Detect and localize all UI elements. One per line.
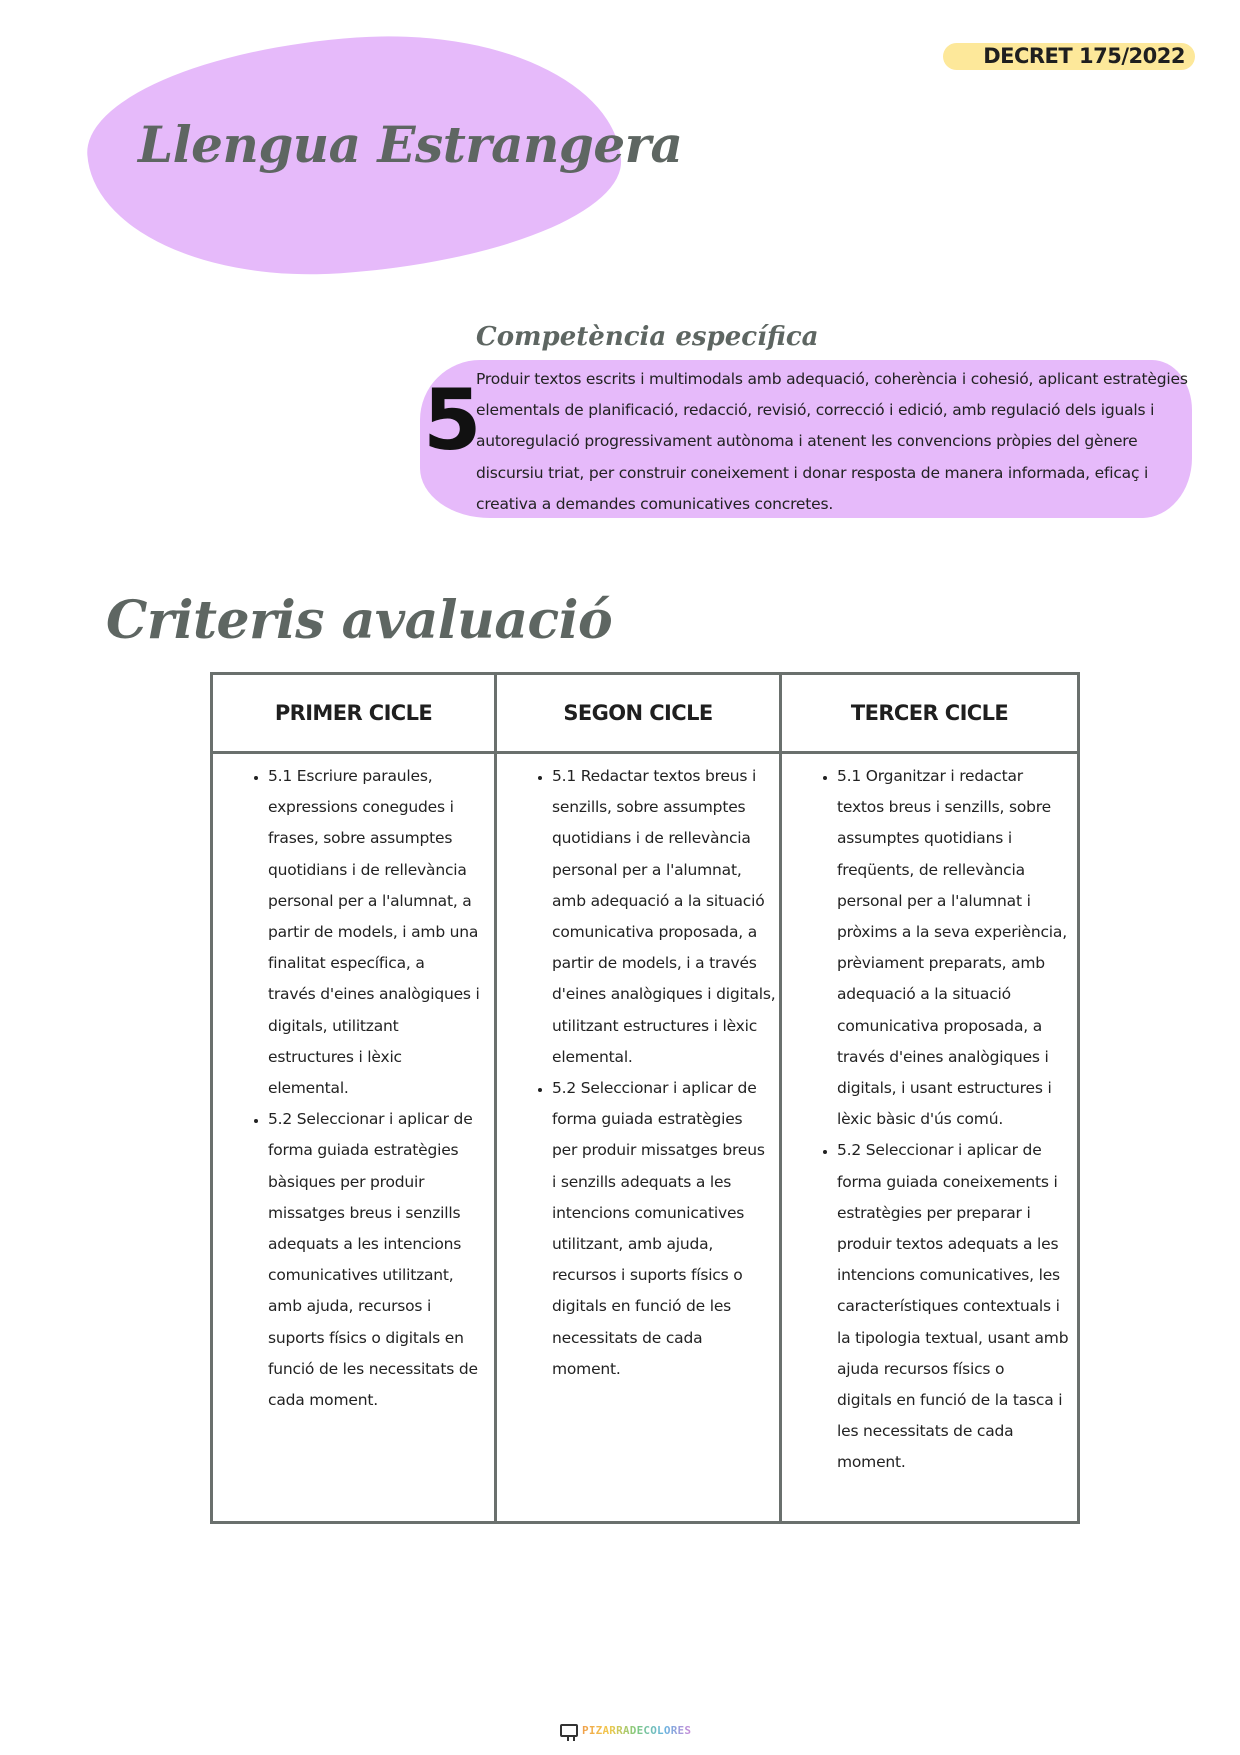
criterion-line: estratègies per preparar i bbox=[837, 1203, 1031, 1222]
criterion-line: amb ajuda, recursos i bbox=[268, 1297, 432, 1316]
criterion-line: adequats a les intencions bbox=[268, 1235, 462, 1254]
criterion-line: • 5.2 Seleccionar i aplicar de bbox=[837, 1141, 1042, 1160]
criterion-item bbox=[837, 761, 1077, 1135]
criterion-line: missatges breus i senzills bbox=[268, 1203, 461, 1222]
criterion-line: • 5.1 Organitzar i redactar bbox=[837, 767, 1023, 785]
column-body-primer bbox=[213, 761, 494, 1416]
criteria-list bbox=[497, 761, 779, 1385]
criterion-line: suports físics o digitals en bbox=[268, 1328, 464, 1347]
criterion-line: bàsiques per produir bbox=[268, 1172, 425, 1191]
criterion-item bbox=[552, 761, 779, 1073]
criterion-line: comunicatives utilitzant, bbox=[268, 1266, 454, 1285]
column-body-tercer bbox=[782, 761, 1077, 1479]
criterion-line: d'eines analògiques i digitals, bbox=[552, 985, 776, 1004]
criterion-line: elemental. bbox=[268, 1079, 349, 1098]
competencia-line: Produir textos escrits i multimodals amb adequació, coherència i cohesió, aplicant estratègies bbox=[476, 370, 1188, 388]
decret-badge bbox=[943, 43, 1195, 70]
criterion-line: • 5.2 Seleccionar i aplicar de bbox=[268, 1110, 473, 1129]
criterion-item bbox=[552, 1073, 779, 1385]
criterion-line: les necessitats de cada bbox=[837, 1422, 1014, 1441]
criterion-line: digitals en funció de la tasca i bbox=[837, 1391, 1063, 1410]
criterion-line: comunicativa proposada, a bbox=[552, 923, 757, 942]
competencia-line: elementals de planificació, redacció, revisió, correcció i edició, amb regulació dels iguals i bbox=[476, 401, 1155, 420]
criterion-line: finalitat específica, a bbox=[268, 954, 425, 973]
criterion-line: intencions comunicatives bbox=[552, 1203, 745, 1222]
criterion-line: freqüents, de rellevància bbox=[837, 860, 1025, 879]
competencia-text bbox=[476, 364, 1196, 520]
competencia-heading: Competència específica bbox=[476, 322, 819, 352]
criterion-line: forma guiada estratègies bbox=[552, 1110, 743, 1129]
criterion-line: cada moment. bbox=[268, 1391, 378, 1410]
criterion-line: partir de models, i a través bbox=[552, 954, 757, 973]
criterion-line: senzills, sobre assumptes bbox=[552, 798, 746, 817]
criteria-list bbox=[782, 761, 1077, 1479]
criterion-line: estructures i lèxic bbox=[268, 1047, 402, 1066]
table-header-divider bbox=[213, 751, 1077, 754]
column-header-segon: SEGON CICLE bbox=[563, 701, 713, 725]
footer-logo-text: PIZARRADECOLORES bbox=[582, 1723, 692, 1737]
criterion-item bbox=[268, 761, 494, 1104]
criterion-line: i senzills adequats a les bbox=[552, 1172, 732, 1191]
footer-logo bbox=[560, 1720, 691, 1740]
whiteboard-icon bbox=[560, 1724, 578, 1737]
criteria-list bbox=[213, 761, 494, 1416]
criterion-line: prèviament preparats, amb bbox=[837, 954, 1045, 973]
criterion-line: personal per a l'alumnat i bbox=[837, 891, 1031, 910]
criterion-line: produir textos adequats a les bbox=[837, 1235, 1059, 1254]
criterion-line: digitals en funció de les bbox=[552, 1297, 732, 1316]
criterion-line: forma guiada estratègies bbox=[268, 1141, 459, 1160]
criterion-line: adequació a la situació bbox=[837, 985, 1011, 1004]
criterion-line: frases, sobre assumptes bbox=[268, 829, 453, 848]
competencia-number: 5 bbox=[423, 371, 482, 469]
page-title: Llengua Estrangera bbox=[138, 115, 683, 174]
criterion-line: través d'eines analògiques i bbox=[837, 1047, 1049, 1066]
criterion-line: personal per a l'alumnat, bbox=[552, 860, 742, 879]
criterion-line: ajuda recursos físics o bbox=[837, 1359, 1005, 1378]
criteris-title: Criteris avaluació bbox=[106, 590, 613, 651]
criterion-item bbox=[268, 1104, 494, 1416]
competencia-line: discursiu triat, per construir coneixement i donar resposta de manera informada, eficaç i bbox=[476, 463, 1149, 482]
criterion-line: recursos i suports físics o bbox=[552, 1266, 743, 1285]
criterion-line: personal per a l'alumnat, a bbox=[268, 891, 472, 910]
competencia-line: autoregulació progressivament autònoma i atenent les convencions pròpies del gènere bbox=[476, 432, 1138, 451]
criterion-line: moment. bbox=[837, 1453, 906, 1472]
criteris-table bbox=[210, 672, 1080, 1524]
criterion-line: través d'eines analògiques i bbox=[268, 985, 480, 1004]
decret-label: DECRET 175/2022 bbox=[983, 44, 1185, 68]
criterion-line: utilitzant, amb ajuda, bbox=[552, 1235, 714, 1254]
criterion-line: forma guiada coneixements i bbox=[837, 1172, 1058, 1191]
criterion-line: per produir missatges breus bbox=[552, 1141, 765, 1160]
criterion-line: quotidians i de rellevància bbox=[552, 829, 751, 848]
criterion-line: necessitats de cada bbox=[552, 1328, 703, 1347]
criterion-line: comunicativa proposada, a bbox=[837, 1016, 1042, 1035]
criterion-line: digitals, utilitzant bbox=[268, 1016, 399, 1035]
column-header-primer: PRIMER CICLE bbox=[274, 701, 433, 725]
criterion-line: textos breus i senzills, sobre bbox=[837, 798, 1051, 817]
criterion-line: digitals, i usant estructures i bbox=[837, 1079, 1052, 1098]
criterion-line: característiques contextuals i bbox=[837, 1297, 1060, 1316]
criterion-line: utilitzant estructures i lèxic bbox=[552, 1016, 758, 1035]
criterion-line: pròxims a la seva experiència, bbox=[837, 923, 1067, 942]
criterion-line: funció de les necessitats de bbox=[268, 1359, 478, 1378]
criterion-line: • 5.2 Seleccionar i aplicar de bbox=[552, 1079, 757, 1098]
criterion-line: elemental. bbox=[552, 1047, 633, 1066]
criterion-line: expressions conegudes i bbox=[268, 798, 454, 817]
column-header-tercer: TERCER CICLE bbox=[850, 701, 1009, 725]
criterion-line: la tipologia textual, usant amb bbox=[837, 1328, 1069, 1347]
criterion-line: • 5.1 Escriure paraules, bbox=[268, 767, 433, 785]
criterion-line: lèxic bàsic d'ús comú. bbox=[837, 1110, 1004, 1129]
criterion-line: • 5.1 Redactar textos breus i bbox=[552, 767, 757, 785]
criterion-line: amb adequació a la situació bbox=[552, 891, 765, 910]
criterion-item bbox=[837, 1135, 1077, 1478]
criterion-line: assumptes quotidians i bbox=[837, 829, 1012, 848]
competencia-line: creativa a demandes comunicatives concretes. bbox=[476, 494, 834, 513]
column-body-segon bbox=[497, 761, 779, 1385]
criterion-line: quotidians i de rellevància bbox=[268, 860, 467, 879]
criterion-line: moment. bbox=[552, 1359, 621, 1378]
criterion-line: intencions comunicatives, les bbox=[837, 1266, 1060, 1285]
criterion-line: partir de models, i amb una bbox=[268, 923, 479, 942]
